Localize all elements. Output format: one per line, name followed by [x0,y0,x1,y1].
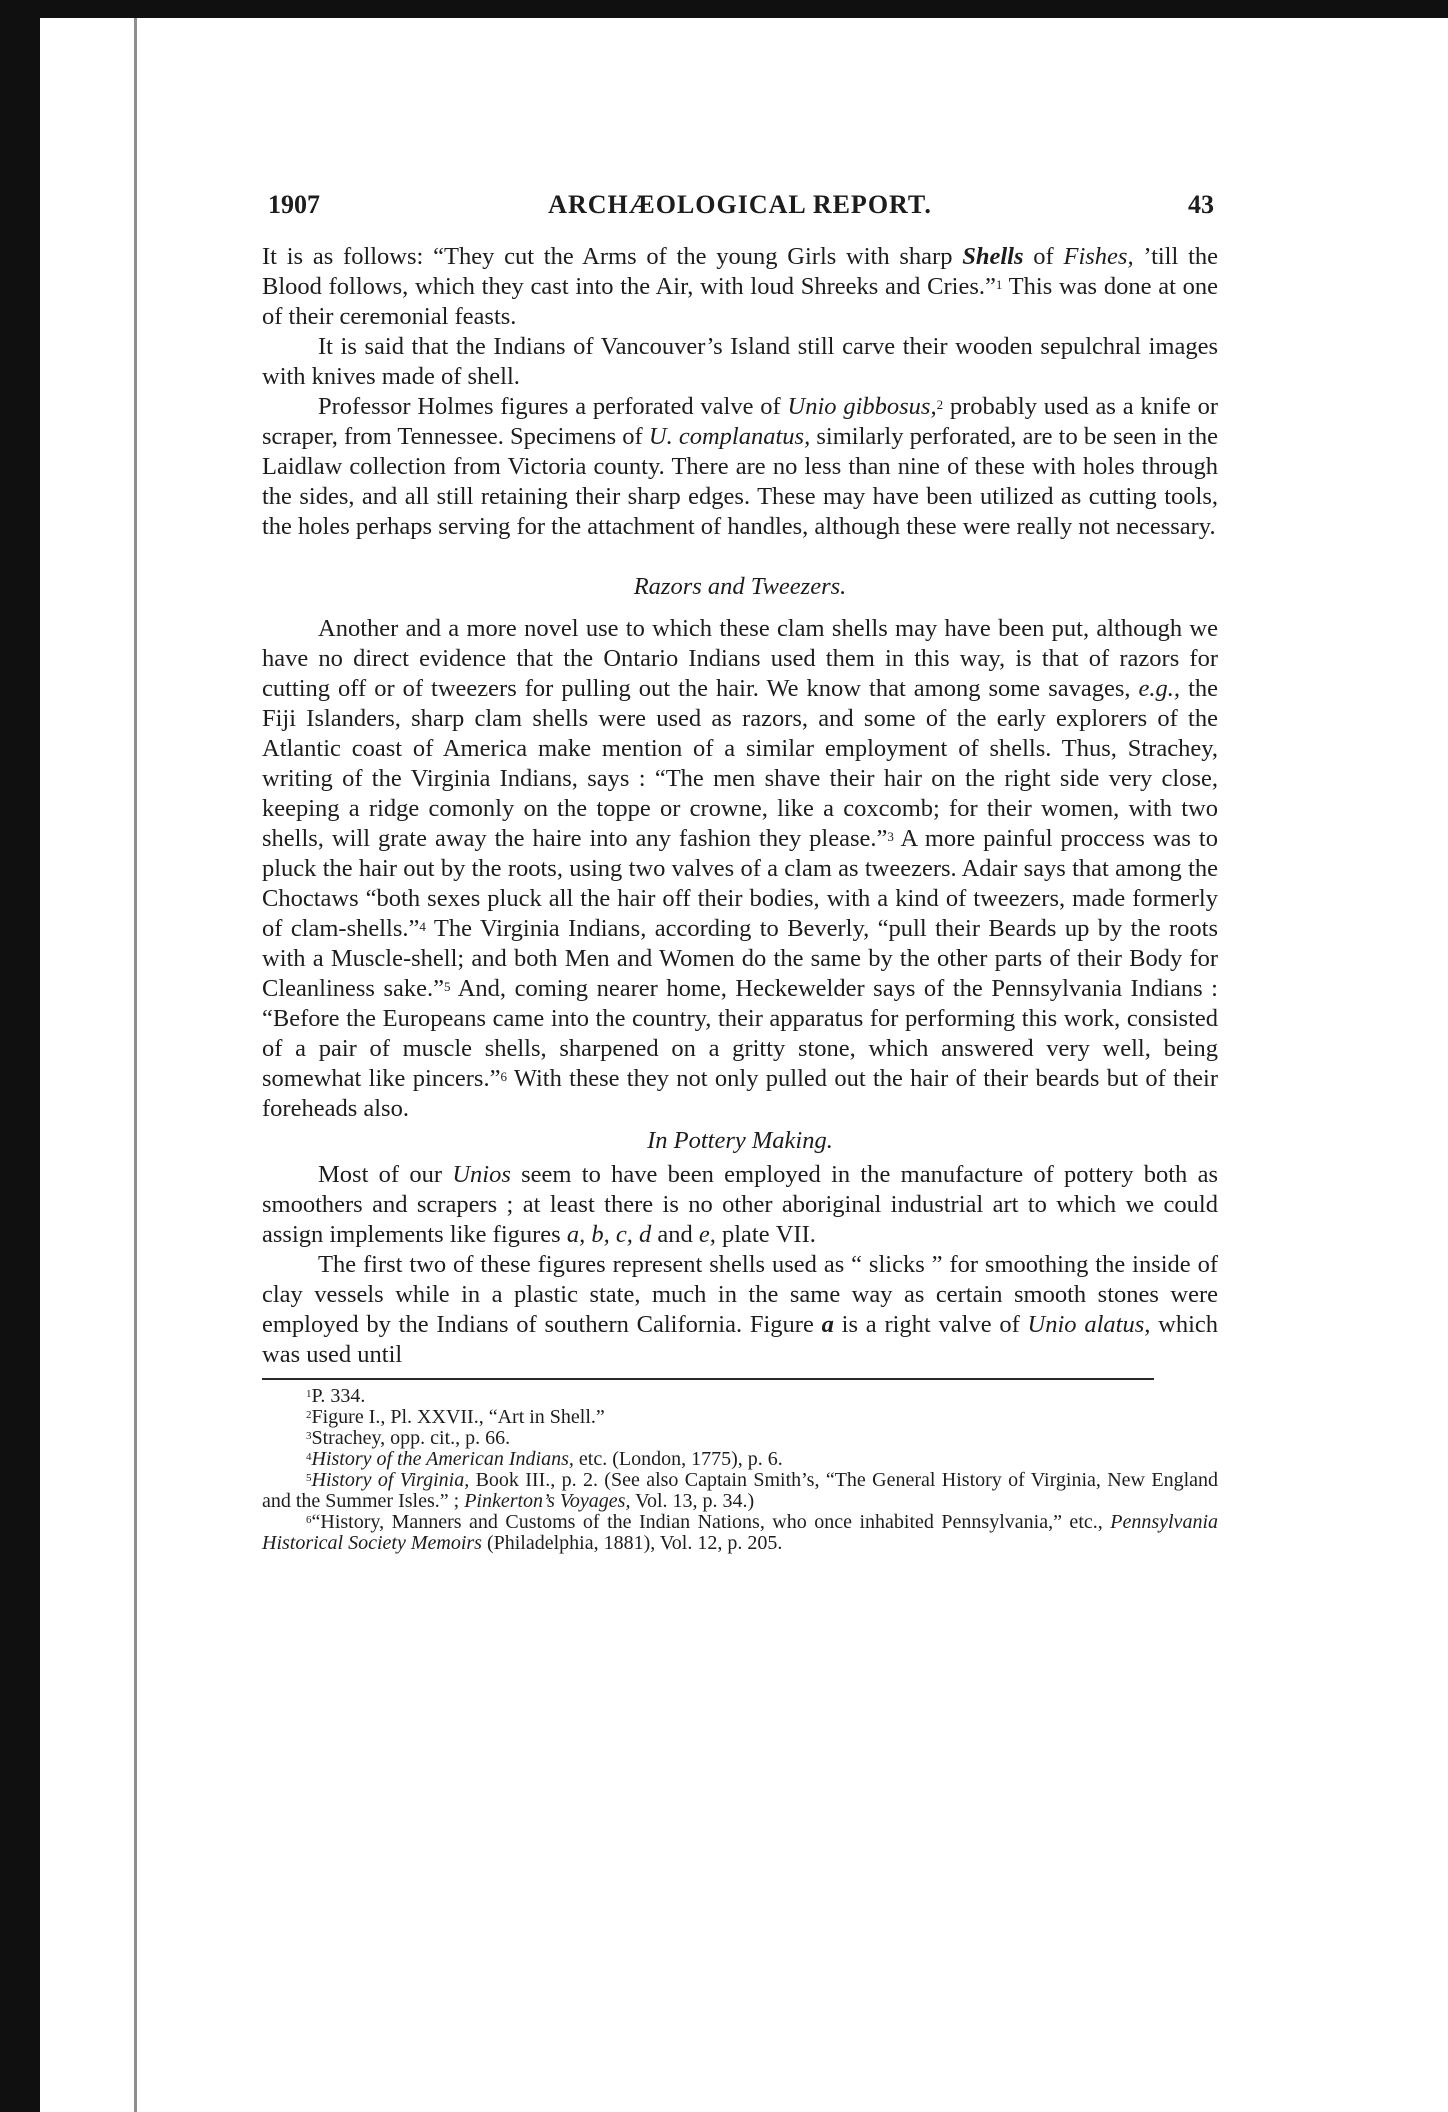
page-number: 43 [1188,190,1214,219]
footnote-4: $^4$History of the American Indians, etc. (London, 1775), p. 6. [306,1448,783,1470]
footnote-ref: 4 [419,919,426,934]
binding-edge-line [134,18,137,2112]
footnote-ref: 2 [936,397,944,412]
footnote-ref: 1 [995,277,1003,292]
paragraph-1: It is as follows: “They cut the Arms of the young Girls with sharp Shells of Fishes, ’till the Blood follows, which they cast into the Air, with loud Shreeks and Cries.”$^1$ This was done at one of their ceremonial feasts. [262,243,1218,330]
footnote-6: $^6$“History, Manners and Customs of the Indian Nations, who once inhabited Pennsylvania,” etc., Pennsylvania Historical Society Memoirs (Philadelphia, 1881), Vol. 12, p. 205. [262,1511,1218,1554]
footnote-ref: 6 [500,1069,507,1084]
footnote-divider [262,1378,1154,1380]
section-heading-pottery: In Pottery Making. [647,1127,833,1154]
paragraph-5: Most of our Unios seem to have been employed in the manufacture of pottery both as smoothers and scrapers ; at least there is no other aboriginal industrial art to which we could assign implements like figures a, b, c, d and e, plate VII. [262,1161,1218,1248]
paragraph-4: Another and a more novel use to which these clam shells may have been put, although we have no direct evidence that the Ontario Indians used them in this way, is that of razors for cutting off or of tweezers for pulling out the hair. We know that among some savages, e.g., the Fiji Islanders, sharp clam shells were used as razors, and some of the early explorers of the Atlantic coast of America make mention of a similar employment of shells. Thus, Strachey, writing of the Virginia Indians, says : “The men shave their hair on the right side very close, keeping a ridge comonly on the toppe or crowne, like a coxcomb; for their women, with two shells, will grate away the haire into any fashion they please.”$^3$ A more painful proccess was to pluck the hair out by the roots, using two valves of a clam as tweezers. Adair says that among the Choctaws “both sexes pluck all the hair off their bodies, with a kind of tweezers, made formerly of clam-shells.”$^4$ The Virginia Indians, according to Beverly, “pull their Beards up by the roots with a Muscle-shell; and both Men and Women do the same by the other parts of their Body for Cleanliness sake.”$^5$ And, coming nearer home, Heckewelder says of the Pennsylvania Indians : “Before the Europeans came into the country, their apparatus for performing this work, consisted of a pair of muscle shells, sharpened on a gritty stone, which answered very well, being somewhat like pincers.”$^6$ With these they not only pulled out the hair of their beards but of their foreheads also. [262,615,1219,1122]
footnote-ref: 5 [444,979,451,994]
footnote-3: $^3$Strachey, opp. cit., p. 66. [306,1427,511,1449]
footnote-2: $^2$Figure I., Pl. XXVII., “Art in Shell.” [306,1406,605,1428]
footnote-ref: 3 [887,829,894,844]
paragraph-2: It is said that the Indians of Vancouver’s Island still carve their wooden sepulchral images with knives made of shell. [262,333,1218,390]
paragraph-3: Professor Holmes figures a perforated valve of Unio gibbosus,$^2$ probably used as a knife or scraper, from Tennessee. Specimens of U. complanatus, similarly perforated, are to be seen in the Laidlaw collection from Victoria county. There are no less than nine of these with holes through the sides, and all still retaining their sharp edges. These may have been utilized as cutting tools, the holes perhaps serving for the attachment of handles, although these were really not necessary. [262,393,1218,540]
paragraph-6: The first two of these figures represent shells used as “ slicks ” for smoothing the inside of clay vessels while in a plastic state, much in the same way as certain smooth stones were employed by the Indians of southern California. Figure a is a right valve of Unio alatus, which was used until [262,1251,1219,1368]
scan-top-border [0,0,1448,18]
header-year: 1907 [268,190,320,219]
body-text [262,242,1218,1370]
book-page [262,190,1218,1554]
section-heading-razors: Razors and Tweezers. [633,573,847,600]
scan-left-border [0,0,40,2112]
header-title: ARCHÆOLOGICAL REPORT. [548,190,932,219]
footnote-1: $^1$P. 334. [306,1385,366,1407]
footnote-5: $^5$History of Virginia, Book III., p. 2. (See also Captain Smith’s, “The General History of Virginia, New England and the Summer Isles.” ; Pinkerton’s Voyages, Vol. 13, p. 34.) [262,1469,1219,1512]
footnotes [262,1386,1218,1554]
running-header [262,190,1218,230]
